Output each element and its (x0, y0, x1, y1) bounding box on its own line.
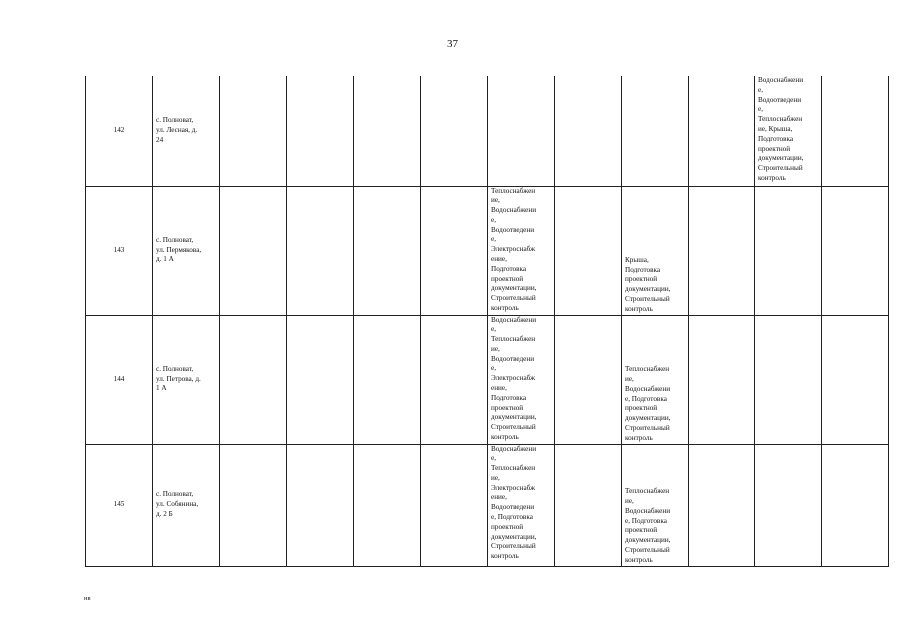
table-row (86, 76, 889, 186)
empty-cell (822, 186, 889, 315)
row-number-cell (86, 186, 153, 315)
empty-cell (287, 186, 354, 315)
works-text: Теплоснабжен ие, Водоснабжени е, Водоотведени е, Электроснабж ение, Подготовка проектной документации, Строительный контроль (491, 186, 537, 313)
works-cell-b (622, 76, 689, 186)
table-row (86, 186, 889, 315)
empty-cell (555, 186, 622, 315)
works-cell-a (488, 444, 555, 566)
address-text: с. Полноват, ул. Пермякова, д. 1 А (156, 235, 202, 264)
empty-cell (287, 76, 354, 186)
row-number-cell (86, 444, 153, 566)
works-cell-b (622, 315, 689, 444)
empty-cell (689, 444, 755, 566)
address-text: с. Полноват, ул. Собянина, д. 2 Б (156, 490, 199, 518)
empty-cell (689, 186, 755, 315)
empty-cell (689, 315, 755, 444)
empty-cell (555, 76, 622, 186)
works-cell-c (755, 186, 822, 315)
empty-cell (287, 315, 354, 444)
works-cell-b (622, 444, 689, 566)
works-text: Теплоснабжен ие, Водоснабжени е, Подготовка проектной документации, Строительный контроль (625, 487, 671, 564)
row-number: 142 (113, 125, 125, 134)
empty-cell (220, 315, 287, 444)
page-number: 37 (447, 38, 458, 50)
works-cell-c (755, 315, 822, 444)
table-row (86, 444, 889, 566)
address-text: с. Полноват, ул. Лесная, д. 24 (156, 116, 198, 144)
empty-cell (822, 444, 889, 566)
empty-cell (822, 76, 889, 186)
empty-cell (421, 186, 488, 315)
works-cell-a (488, 76, 555, 186)
works-text: Водоснабжени е, Водоотведени е, Теплоснабжен ие, Крыша, Подготовка проектной документации, Строительный контроль (758, 76, 804, 182)
empty-cell (220, 76, 287, 186)
row-number: 144 (113, 374, 125, 383)
row-number-cell (86, 76, 153, 186)
table-row (86, 315, 889, 444)
footer-mark: нв (84, 595, 91, 602)
works-text: Теплоснабжен ие, Водоснабжени е, Подготовка проектной документации, Строительный контроль (625, 365, 671, 442)
works-text: Водоснабжени е, Теплоснабжен ие, Электроснабж ение, Водоотведени е, Подготовка проектной документации, Строительный контроль (491, 444, 537, 561)
address-text: с. Полноват, ул. Петрова, д. 1 А (156, 364, 201, 393)
address-cell (153, 186, 220, 315)
address-cell (153, 76, 220, 186)
empty-cell (555, 315, 622, 444)
empty-cell (354, 444, 421, 566)
empty-cell (421, 76, 488, 186)
empty-cell (421, 315, 488, 444)
empty-cell (555, 444, 622, 566)
works-cell-b (622, 186, 689, 315)
row-number: 145 (113, 500, 125, 509)
empty-cell (354, 76, 421, 186)
row-number-cell (86, 315, 153, 444)
empty-cell (421, 444, 488, 566)
works-cell-c (755, 76, 822, 186)
empty-cell (287, 444, 354, 566)
works-cell-a (488, 186, 555, 315)
address-cell (153, 444, 220, 566)
works-cell-a (488, 315, 555, 444)
empty-cell (220, 444, 287, 566)
address-cell (153, 315, 220, 444)
empty-cell (822, 315, 889, 444)
works-table (85, 76, 889, 567)
row-number: 143 (113, 245, 125, 254)
empty-cell (220, 186, 287, 315)
empty-cell (354, 315, 421, 444)
works-text: Крыша, Подготовка проектной документации, Строительный контроль (625, 255, 671, 313)
works-cell-c (755, 444, 822, 566)
empty-cell (354, 186, 421, 315)
empty-cell (689, 76, 755, 186)
works-text: Водоснабжени е, Теплоснабжен ие, Водоотведени е, Электроснабж ение, Подготовка проектной документации, Строительный контроль (491, 315, 537, 442)
